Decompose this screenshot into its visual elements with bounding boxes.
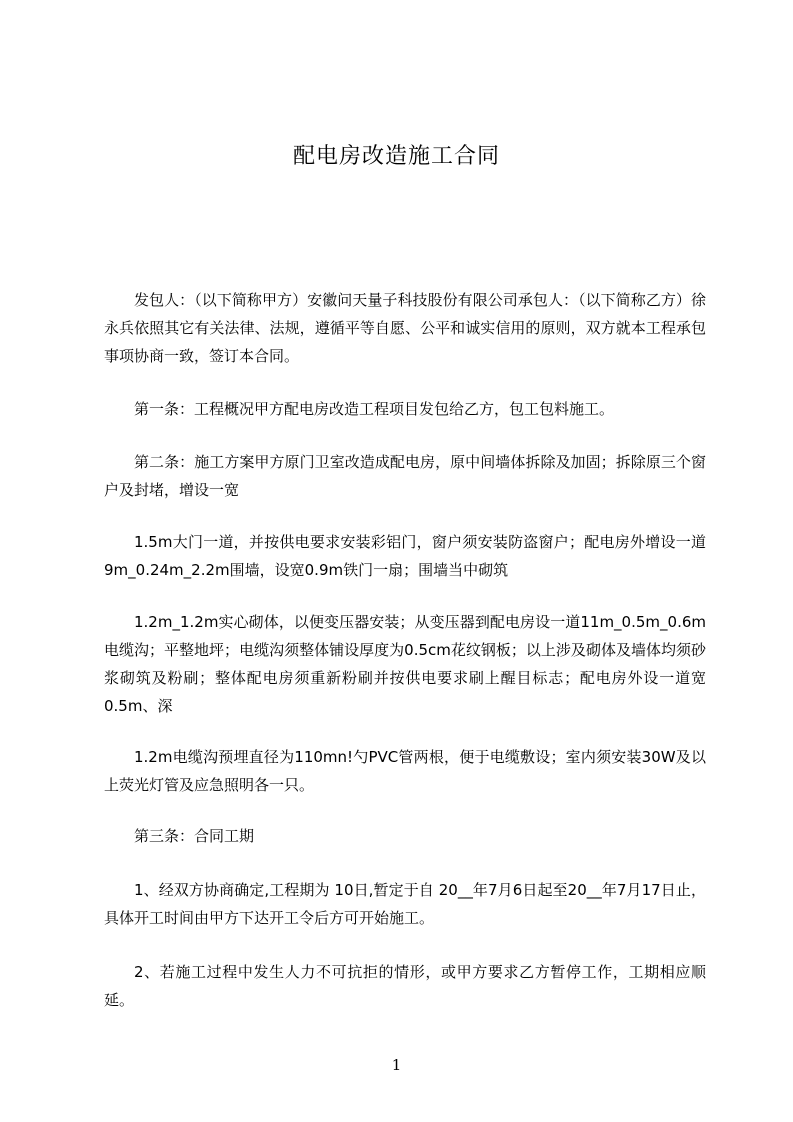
paragraph-duration: 1、经双方协商确定,工程期为 10日,暂定于自 20__年7月6日起至20__年7月17日止，具体开工时间由甲方下达开工令后方可开始施工。 [104,881,706,927]
paragraph-door-wall: 1.5m大门一道，并按供电要求安装彩铝门，窗户须安装防盗窗户；配电房外增设一道9m_0.24m_2.2m围墙，设宽0.9m铁门一扇；围墙当中砌筑 [104,533,706,579]
document-title: 配电房改造施工合同 [292,144,500,169]
paragraph-article-1: 第一条：工程概况甲方配电房改造工程项目发包给乙方，包工包料施工。 [134,400,615,418]
paragraph-cable-trench: 1.2m_1.2m实心砌体，以便变压器安装；从变压器到配电房设一道11m_0.5m_0.6m电缆沟；平整地坪；电缆沟须整体铺设厚度为0.5cm花纹钢板；以上涉及砌体及墙体均须砂浆砌筑及粉刷；整体配电房须重新粉刷并按供电要求刷上醒目标志；配电房外设一道宽0.5m、深 [104,613,706,715]
paragraph-article-2: 第二条：施工方案甲方原门卫室改造成配电房，原中间墙体拆除及加固；拆除原三个窗户及封堵，增设一宽 [104,453,706,499]
paragraph-parties: 发包人：（以下简称甲方）安徽问天量子科技股份有限公司承包人：（以下简称乙方）徐永兵依照其它有关法律、法规，遵循平等自愿、公平和诚实信用的原则，双方就本工程承包事项协商一致，签订本合同。 [104,291,706,365]
paragraph-article-3: 第三条：合同工期 [134,827,255,845]
paragraph-force-majeure: 2、若施工过程中发生人力不可抗拒的情形，或甲方要求乙方暂停工作，工期相应顺延。 [104,963,706,1009]
page-number: 1 [391,1056,402,1074]
paragraph-pipes-lighting: 1.2m电缆沟预埋直径为110mn!勺PVC管两根，便于电缆敷设；室内须安装30W及以上荧光灯管及应急照明各一只。 [104,748,706,794]
